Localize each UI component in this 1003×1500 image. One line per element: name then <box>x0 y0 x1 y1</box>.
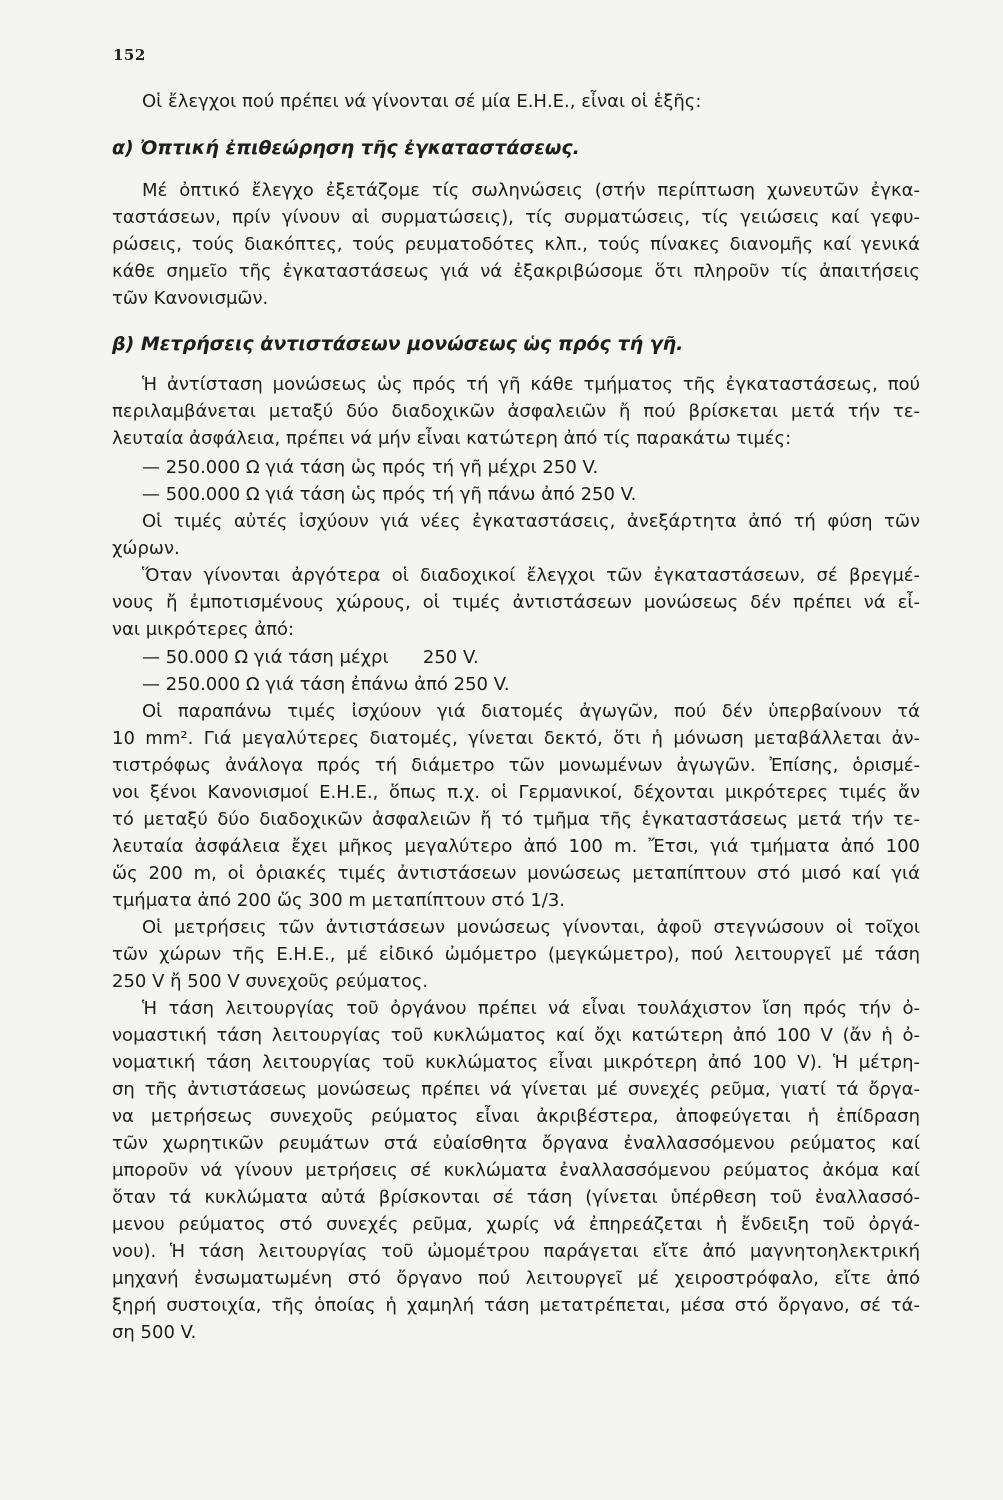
paragraph-line: νους ἤ ἐμποτισμένους χώρους, οἱ τιμές ἀντιστάσεων μονώσεως δέν πρέπει νά εἶ- <box>112 592 920 613</box>
list-item: — 500.000 Ω γιά τάση ὡς πρός τή γῆ πάνω ἀπό 250 V. <box>142 484 637 505</box>
paragraph-line: ση τῆς ἀντιστάσεως μονώσεως πρέπει νά γίνεται μέ συνεχές ρεῦμα, γιατί τά ὄργα- <box>112 1079 920 1100</box>
paragraph-line: Οἱ τιμές αὐτές ἰσχύουν γιά νέες ἐγκαταστάσεις, ἀνεξάρτητα ἀπό τή φύση τῶν <box>142 511 920 532</box>
paragraph-line: νομαστική τάση λειτουργίας τοῦ κυκλώματος καί ὄχι κατώτερη ἀπό 100 V (ἄν ἡ ὀ- <box>112 1025 920 1046</box>
paragraph-line: νοι ξένοι Κανονισμοί Ε.Η.Ε., ὅπως π.χ. οἱ Γερμανικοί, δέχονται μικρότερες τιμές ἄν <box>112 782 920 803</box>
paragraph-line: ταστάσεων, πρίν γίνουν αἱ συρματώσεις), τίς συρματώσεις, τίς γειώσεις καί γεφυ- <box>112 207 920 228</box>
paragraph-line: ὅταν τά κυκλώματα αὐτά βρίσκονται σέ τάση (γίνεται ὑπέρθεση τοῦ ἐναλλασσό- <box>112 1187 920 1208</box>
list-item: — 250.000 Ω γιά τάση ὡς πρός τή γῆ μέχρι 250 V. <box>142 457 599 478</box>
paragraph-line: ὥς 200 m, οἱ ὁριακές τιμές ἀντιστάσεων μονώσεως μεταπίπτουν στό μισό καί γιά <box>112 863 920 884</box>
list-item: — 250.000 Ω γιά τάση ἐπάνω ἀπό 250 V. <box>142 674 510 695</box>
paragraph-line: τιστρόφως ἀνάλογα πρός τή διάμετρο τῶν μονωμένων ἀγωγῶν. Ἐπίσης, ὁρισμέ- <box>112 755 920 776</box>
paragraph-line: Ἡ ἀντίσταση μονώσεως ὡς πρός τή γῆ κάθε τμήματος τῆς ἐγκαταστάσεως, πού <box>142 374 920 395</box>
list-item: — 50.000 Ω γιά τάση μέχρι 250 V. <box>142 647 479 668</box>
paragraph-line: μηχανή ἐνσωματωμένη στό ὄργανο πού λειτουργεῖ μέ χειροστρόφαλο, εἴτε ἀπό <box>112 1268 920 1289</box>
paragraph-line: μενου ρεύματος στό συνεχές ρεῦμα, χωρίς νά ἐπηρεάζεται ἡ ἔνδειξη τοῦ ὀργά- <box>112 1214 920 1235</box>
paragraph-line: ση 500 V. <box>112 1322 197 1343</box>
paragraph-line: ρώσεις, τούς διακόπτες, τούς ρευματοδότες κλπ., τούς πίνακες διανομῆς καί γενικά <box>112 234 920 255</box>
paragraph-line: τμήματα ἀπό 200 ὥς 300 m μεταπίπτουν στό 1/3. <box>112 890 566 911</box>
paragraph-line: νου). Ἡ τάση λειτουργίας τοῦ ὠμομέτρου παράγεται εἴτε ἀπό μαγνητοηλεκτρική <box>112 1241 920 1262</box>
paragraph-line: Ἡ τάση λειτουργίας τοῦ ὀργάνου πρέπει νά εἶναι τουλάχιστον ἴση πρός τήν ὀ- <box>142 998 920 1019</box>
paragraph-line: να μετρήσεως συνεχοῦς ρεύματος εἶναι ἀκριβέστερα, ἀποφεύγεται ἡ ἐπίδραση <box>112 1106 920 1127</box>
paragraph-line: χώρων. <box>112 538 180 559</box>
intro-line: Οἱ ἔλεγχοι πού πρέπει νά γίνονται σέ μία Ε.Η.Ε., εἶναι οἱ ἑξῆς: <box>142 91 702 112</box>
paragraph-line: τῶν χώρων τῆς Ε.Η.Ε., μέ εἰδικό ὠμόμετρο (μεγκώμετρο), πού λειτουργεῖ μέ τάση <box>112 944 920 965</box>
paragraph-line: ναι μικρότερες ἀπό: <box>112 619 295 640</box>
paragraph-line: Μέ ὀπτικό ἔλεγχο ἐξετάζομε τίς σωληνώσεις (στήν περίπτωση χωνευτῶν ἐγκα- <box>142 180 920 201</box>
paragraph-line: τῶν Κανονισμῶν. <box>112 288 269 309</box>
paragraph-line: τό μεταξύ δύο διαδοχικῶν ἀσφαλειῶν ἤ τό τμῆμα τῆς ἐγκαταστάσεως μετά τήν τε- <box>112 809 920 830</box>
paragraph-line: 250 V ἤ 500 V συνεχοῦς ρεύματος. <box>112 971 429 992</box>
paragraph-line: ξηρή συστοιχία, τῆς ὁποίας ἡ χαμηλή τάση μετατρέπεται, μέσα στό ὄργανο, σέ τά- <box>112 1295 920 1316</box>
paragraph-line: κάθε σημεῖο τῆς ἐγκαταστάσεως γιά νά ἐξακριβώσομε ὅτι πληροῦν τίς ἀπαιτήσεις <box>112 261 920 282</box>
page-number: 152 <box>113 46 146 64</box>
paragraph-line: περιλαμβάνεται μεταξύ δύο διαδοχικῶν ἀσφαλειῶν ἤ πού βρίσκεται μετά τήν τε- <box>112 401 920 422</box>
paragraph-line: Ὅταν γίνονται ἀργότερα οἱ διαδοχικοί ἔλεγχοι τῶν ἐγκαταστάσεων, σέ βρεγμέ- <box>142 565 920 586</box>
paragraph-line: νοματική τάση λειτουργίας τοῦ κυκλώματος εἶναι μικρότερη ἀπό 100 V). Ἡ μέτρη- <box>112 1052 920 1073</box>
paragraph-line: μποροῦν νά γίνουν μετρήσεις σέ κυκλώματα ἐναλλασσόμενου ρεύματος ἀκόμα καί <box>112 1160 920 1181</box>
paragraph-line: Οἱ μετρήσεις τῶν ἀντιστάσεων μονώσεως γίνονται, ἀφοῦ στεγνώσουν οἱ τοῖχοι <box>142 917 920 938</box>
paragraph-line: λευταία ἀσφάλεια ἔχει μῆκος μεγαλύτερο ἀπό 100 m. Ἔτσι, γιά τμήματα ἀπό 100 <box>112 836 920 857</box>
paragraph-line: τῶν χωρητικῶν ρευμάτων στά εὐαίσθητα ὄργανα ἐναλλασσόμενου ρεύματος καί <box>112 1133 920 1154</box>
paragraph-line: λευταία ἀσφάλεια, πρέπει νά μήν εἶναι κατώτερη ἀπό τίς παρακάτω τιμές: <box>112 428 792 449</box>
paragraph-line: Οἱ παραπάνω τιμές ἰσχύουν γιά διατομές ἀγωγῶν, πού δέν ὑπερβαίνουν τά <box>142 701 920 722</box>
section-heading-a: α) Ὀπτική ἐπιθεώρηση τῆς ἐγκαταστάσεως. <box>112 137 580 159</box>
paragraph-line: 10 mm². Γιά μεγαλύτερες διατομές, γίνεται δεκτό, ὅτι ἡ μόνωση μεταβάλλεται ἀν- <box>112 728 920 749</box>
section-heading-b: β) Μετρήσεις ἀντιστάσεων μονώσεως ὡς πρός τή γῆ. <box>112 333 684 355</box>
